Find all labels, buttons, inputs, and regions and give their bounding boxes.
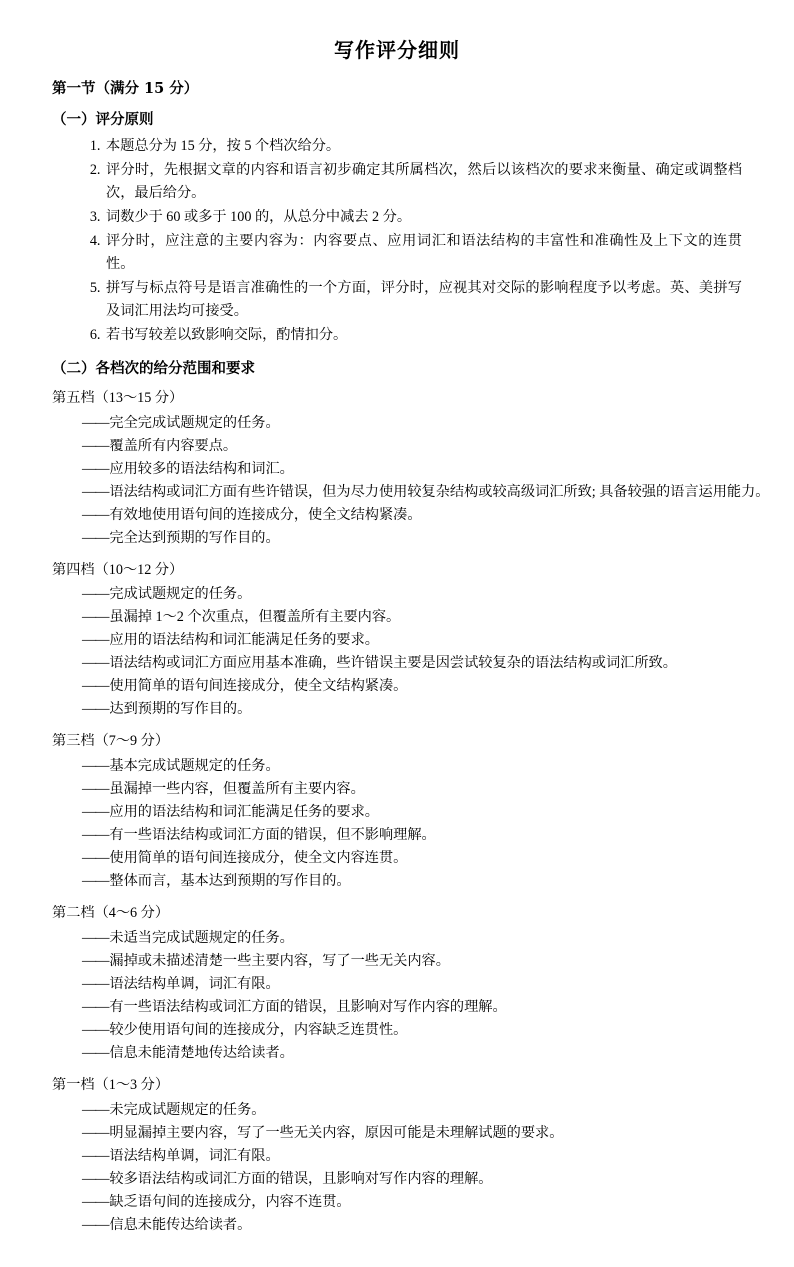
band-line-text: 语法结构单调，词汇有限。 (109, 975, 280, 992)
band-line-text: 使用简单的语句间连接成分，使全文内容连贯。 (109, 850, 408, 867)
dash-marker: —— (82, 781, 109, 798)
band-line-text: 明显漏掉主要内容，写了一些无关内容，原因可能是未理解试题的要求。 (109, 1124, 564, 1141)
band-title: 第四档（10～12 分） (52, 561, 184, 578)
band-line-text: 应用的语法结构和词汇能满足任务的要求。 (109, 632, 379, 649)
list-item (82, 1145, 742, 1168)
dash-marker: —— (82, 529, 109, 546)
list-item (82, 1019, 742, 1042)
list-item (82, 583, 742, 606)
list-item: 4. 评分时，应注意的主要内容为：内容要点、应用词汇和语法结构的丰富性和准确性及上下文的连贯性。 (104, 230, 742, 276)
list-item (82, 847, 742, 870)
page-title: 写作评分细则 (334, 38, 460, 62)
list-item: 6. 若书写较差以致影响交际，酌情扣分。 (104, 324, 742, 347)
list-item (82, 755, 742, 778)
dash-marker: —— (82, 1021, 109, 1038)
band-group-5 (52, 387, 770, 550)
list-item (82, 778, 742, 801)
list-item: 1. 本题总分为 15 分，按 5 个档次给分。 (104, 135, 742, 158)
list-item (82, 458, 742, 481)
band-group-3 (52, 730, 742, 893)
dash-marker: —— (82, 1124, 109, 1141)
band-line-text: 较多语法结构或词汇方面的错误，且影响对写作内容的理解。 (109, 1170, 493, 1187)
dash-marker: —— (82, 632, 109, 649)
list-item (82, 481, 770, 504)
dash-marker: —— (82, 952, 109, 969)
list-item (82, 1168, 742, 1191)
dash-marker: —— (82, 414, 109, 431)
list-item: 5. 拼写与标点符号是语言准确性的一个方面，评分时，应视其对交际的影响程度予以考虑。英、美拼写及词汇用法均可接受。 (104, 277, 742, 323)
band-line-text: 语法结构或词汇方面有些许错误，但为尽力使用较复杂结构或较高级词汇所致; 具备较强的语言运用能力。 (109, 483, 770, 500)
dash-marker: —— (82, 827, 109, 844)
band-line-text: 信息未能传达给读者。 (109, 1216, 252, 1233)
dash-marker: —— (82, 609, 109, 626)
list-item (82, 629, 742, 652)
band-line-text: 完全完成试题规定的任务。 (109, 414, 280, 431)
dash-marker: —— (82, 975, 109, 992)
dash-marker: —— (82, 506, 109, 523)
band-line-text: 应用的语法结构和词汇能满足任务的要求。 (109, 804, 379, 821)
list-item (82, 675, 742, 698)
dash-marker: —— (82, 850, 109, 867)
dash-marker: —— (82, 873, 109, 890)
band-line-text: 缺乏语句间的连接成分，内容不连贯。 (109, 1193, 351, 1210)
list-item (82, 435, 742, 458)
band-line-text: 较少使用语句间的连接成分，内容缺乏连贯性。 (109, 1021, 408, 1038)
dash-marker: —— (82, 1147, 109, 1164)
band-line-text: 完成试题规定的任务。 (109, 586, 252, 603)
list-item (82, 504, 742, 527)
band-line-text: 完全达到预期的写作目的。 (109, 529, 280, 546)
band-group-2 (52, 902, 742, 1065)
list-item (82, 950, 742, 973)
dash-marker: —— (82, 655, 109, 672)
dash-marker: —— (82, 1193, 109, 1210)
band-line-text: 语法结构或词汇方面应用基本准确，些许错误主要是因尝试较复杂的语法结构或词汇所致。 (109, 655, 677, 672)
dash-marker: —— (82, 1101, 109, 1118)
list-item (82, 1122, 742, 1145)
list-item (82, 870, 742, 893)
band-line-text: 使用简单的语句间连接成分，使全文结构紧凑。 (109, 678, 408, 695)
dash-marker: —— (82, 437, 109, 454)
band-line-text: 信息未能清楚地传达给读者。 (109, 1044, 294, 1061)
dash-marker: —— (82, 1216, 109, 1233)
band-line-text: 达到预期的写作目的。 (109, 701, 252, 718)
band-line-list (52, 412, 770, 550)
band-line-text: 有一些语法结构或词汇方面的错误，且影响对写作内容的理解。 (109, 998, 507, 1015)
band-line-list (52, 583, 742, 721)
bands-heading: （二）各档次的给分范围和要求 (52, 360, 255, 377)
dash-marker: —— (82, 483, 109, 500)
principles-list (52, 135, 742, 347)
principles-heading: （一）评分原则 (52, 111, 154, 128)
band-line-text: 应用较多的语法结构和词汇。 (109, 460, 294, 477)
band-line-text: 未完成试题规定的任务。 (109, 1101, 266, 1118)
band-line-text: 未适当完成试题规定的任务。 (109, 929, 294, 946)
list-item (82, 1099, 742, 1122)
list-item (82, 527, 742, 550)
band-group-4 (52, 559, 742, 722)
band-title: 第二档（4～6 分） (52, 905, 170, 922)
dash-marker: —— (82, 678, 109, 695)
dash-marker: —— (82, 758, 109, 775)
dash-marker: —— (82, 1170, 109, 1187)
band-line-text: 整体而言，基本达到预期的写作目的。 (109, 873, 351, 890)
list-item (82, 1191, 742, 1214)
band-group-1 (52, 1074, 742, 1237)
list-item: 2. 评分时，先根据文章的内容和语言初步确定其所属档次，然后以该档次的要求来衡量、确定或调整档次，最后给分。 (104, 159, 742, 205)
band-line-list (52, 927, 742, 1065)
dash-marker: —— (82, 701, 109, 718)
list-item (82, 927, 742, 950)
band-title: 第三档（7～9 分） (52, 733, 170, 750)
list-item (82, 824, 742, 847)
list-item (82, 652, 742, 675)
band-line-text: 语法结构单调，词汇有限。 (109, 1147, 280, 1164)
list-item (82, 996, 742, 1019)
list-item: 3. 词数少于 60 或多于 100 的，从总分中减去 2 分。 (104, 206, 742, 229)
band-line-text: 有效地使用语句间的连接成分，使全文结构紧凑。 (109, 506, 422, 523)
dash-marker: —— (82, 460, 109, 477)
band-line-text: 虽漏掉一些内容，但覆盖所有主要内容。 (109, 781, 365, 798)
band-title: 第一档（1～3 分） (52, 1076, 170, 1093)
list-item (82, 801, 742, 824)
band-title: 第五档（13～15 分） (52, 390, 184, 406)
dash-marker: —— (82, 586, 109, 603)
list-item (82, 1042, 742, 1065)
dash-marker: —— (82, 929, 109, 946)
list-item (82, 412, 742, 435)
list-item (82, 698, 742, 721)
section-label: 第一节（满分 15 分） (52, 80, 199, 97)
band-line-text: 虽漏掉 1～2 个次重点，但覆盖所有主要内容。 (109, 609, 401, 626)
band-line-list (52, 1099, 742, 1237)
dash-marker: —— (82, 998, 109, 1015)
band-line-text: 有一些语法结构或词汇方面的错误，但不影响理解。 (109, 827, 436, 844)
dash-marker: —— (82, 804, 109, 821)
list-item (82, 1214, 742, 1237)
list-item (82, 606, 742, 629)
band-line-text: 漏掉或未描述清楚一些主要内容，写了一些无关内容。 (109, 952, 450, 969)
band-line-text: 基本完成试题规定的任务。 (109, 758, 280, 775)
dash-marker: —— (82, 1044, 109, 1061)
band-line-text: 覆盖所有内容要点。 (109, 437, 238, 454)
list-item (82, 973, 742, 996)
band-line-list (52, 755, 742, 893)
